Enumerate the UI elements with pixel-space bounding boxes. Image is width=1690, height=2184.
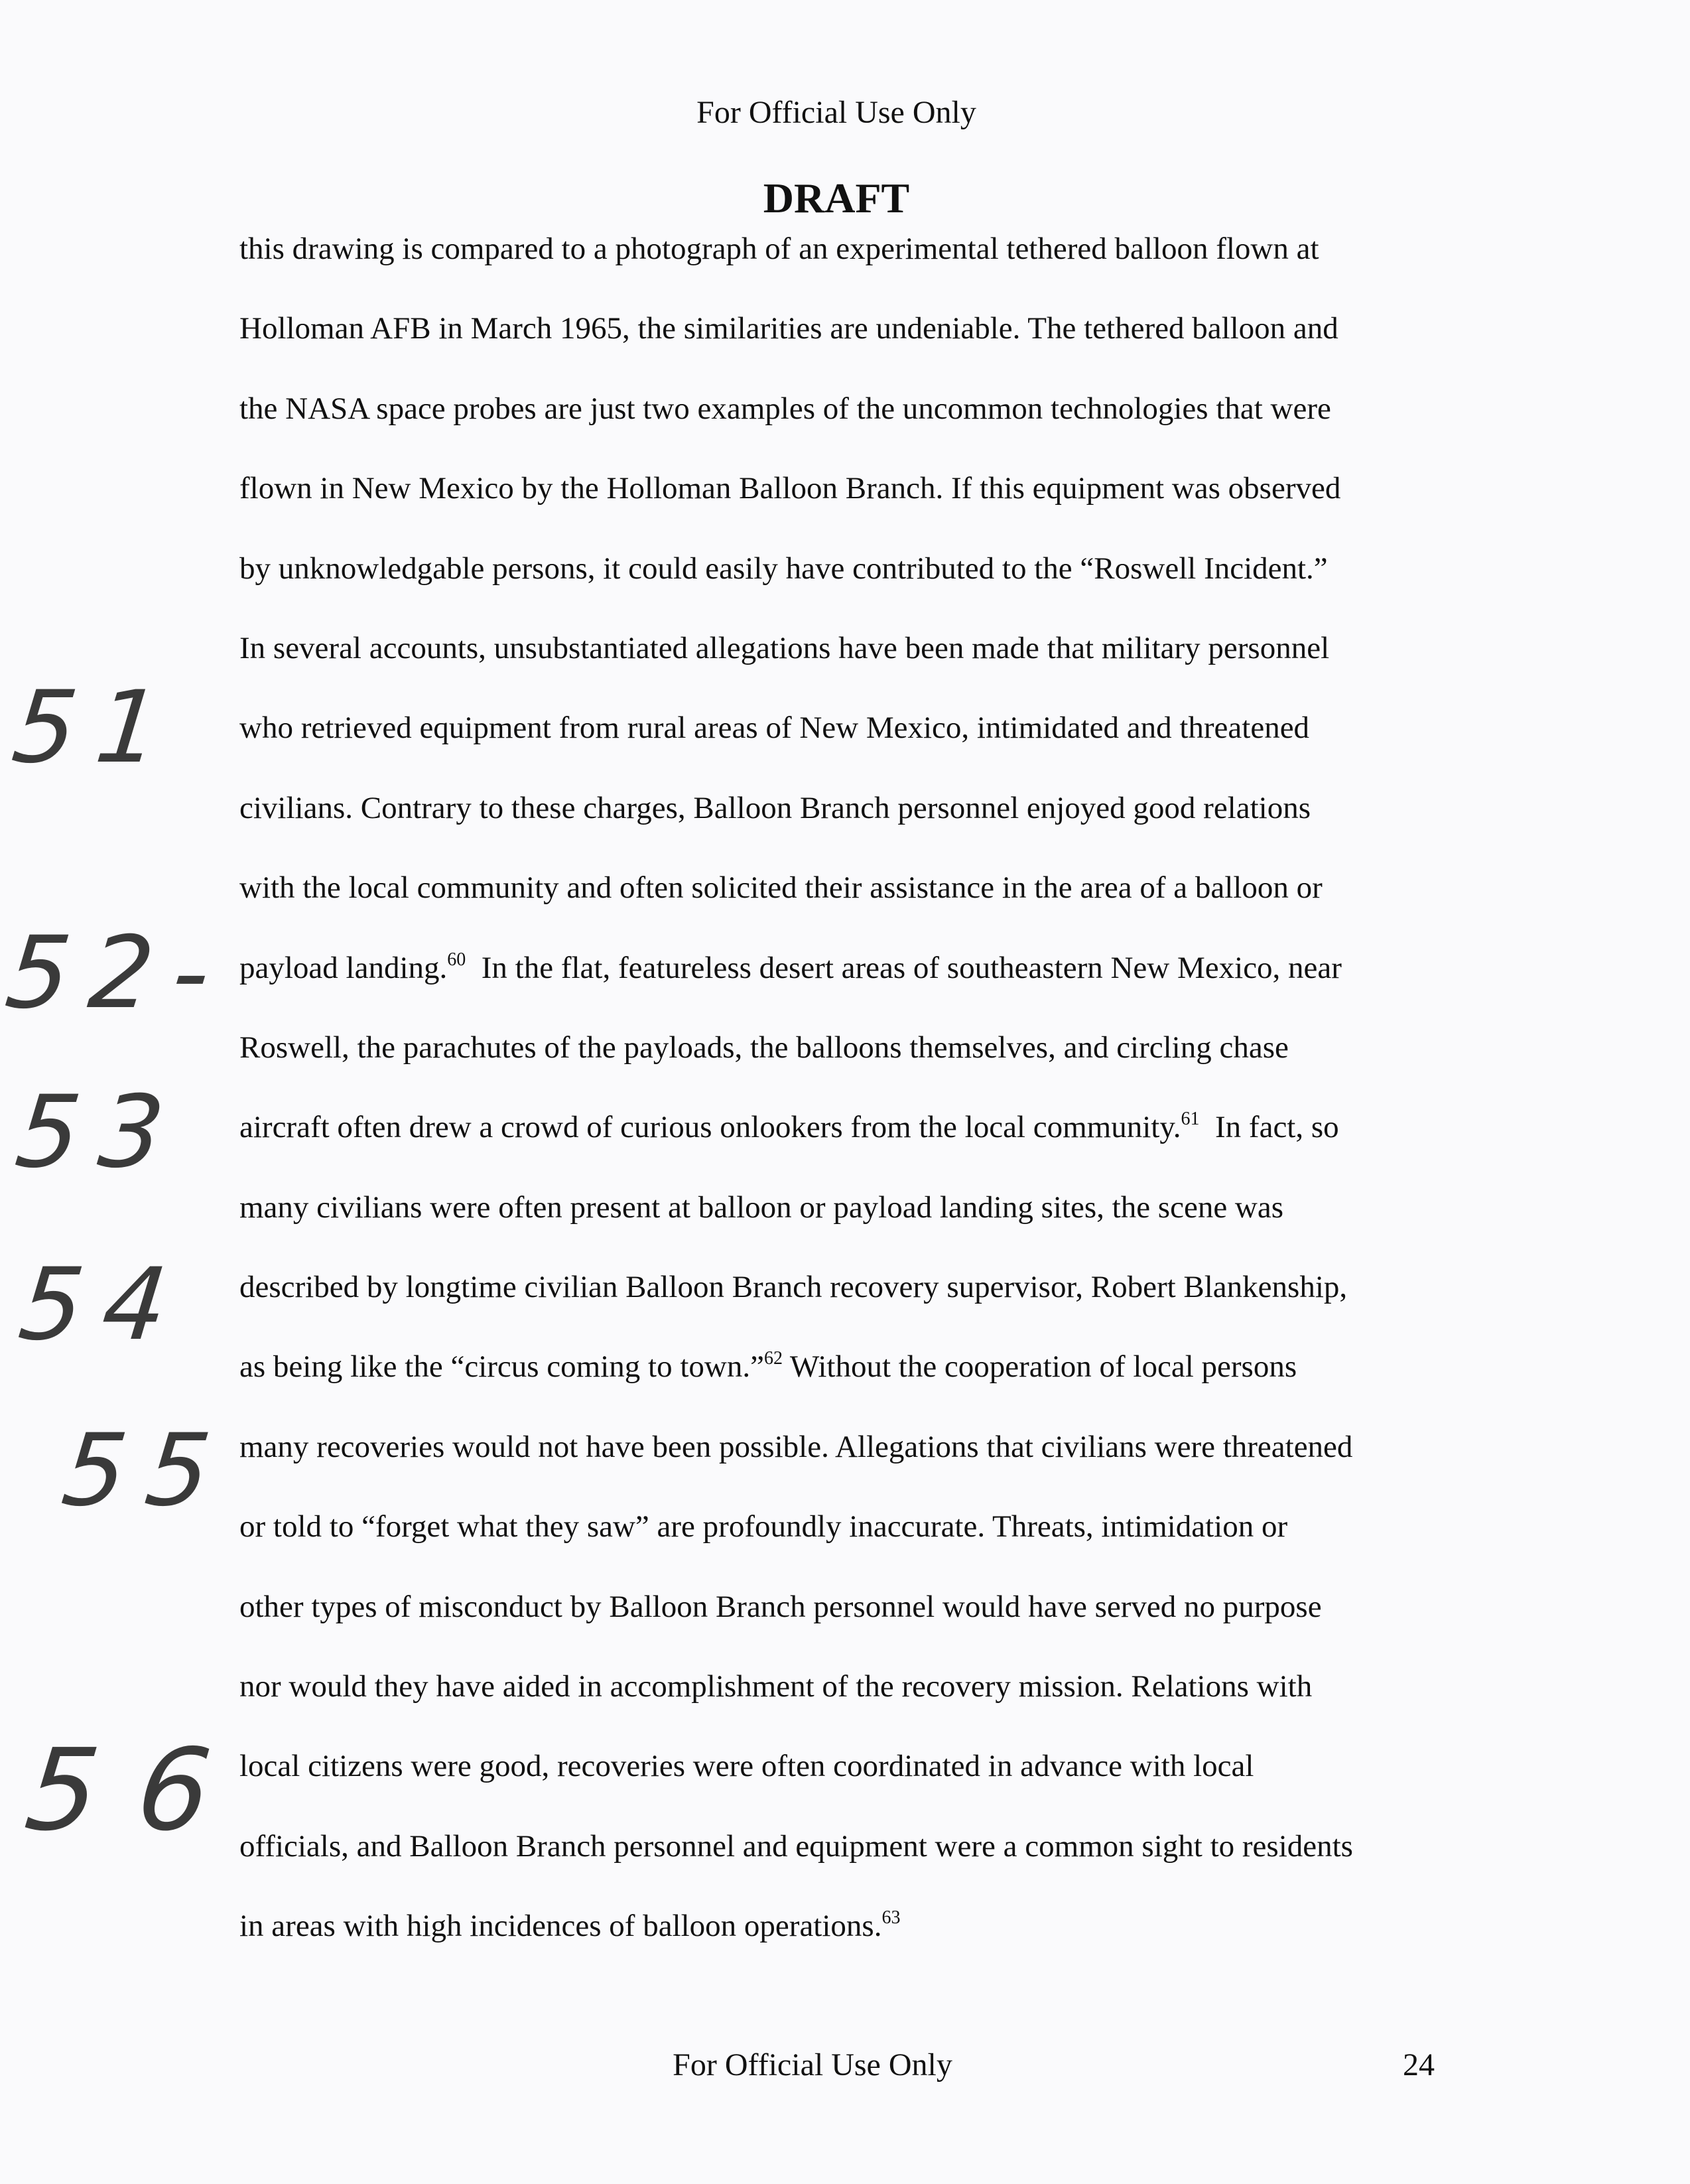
body-line	[239, 1184, 1353, 1264]
body-line	[239, 465, 1353, 545]
line-text: in areas with high incidences of balloon operations.	[239, 1909, 882, 1944]
line-text: Holloman AFB in March 1965, the similarities are undeniable. The tethered balloon and	[239, 311, 1338, 346]
body-text	[239, 226, 1353, 1983]
line-text: nor would they have aided in accomplishment of the recovery mission. Relations with	[239, 1669, 1313, 1704]
body-line	[239, 1104, 1353, 1184]
line-text: other types of misconduct by Balloon Branch personnel would have served no purpose	[239, 1589, 1322, 1624]
footnote-ref: 62	[763, 1348, 783, 1369]
body-line	[239, 1584, 1353, 1663]
line-text: by unknowledgable persons, it could easily have contributed to the “Roswell Incident.”	[239, 551, 1328, 586]
line-text: In several accounts, unsubstantiated allegations have been made that military personnel	[239, 630, 1330, 665]
body-line	[239, 385, 1353, 465]
line-text: the NASA space probes are just two examples of the uncommon technologies that were	[239, 391, 1331, 426]
footnote-ref: 61	[1181, 1109, 1200, 1130]
line-text-continued: Without the cooperation of local persons	[782, 1349, 1297, 1385]
margin-annotation: 54	[13, 1247, 193, 1363]
line-text-continued: In fact, so	[1199, 1110, 1339, 1145]
body-line	[239, 1903, 1353, 1982]
line-text: payload landing.	[239, 950, 448, 985]
body-line	[239, 1343, 1353, 1423]
line-text: local citizens were good, recoveries were often coordinated in advance with local	[239, 1749, 1254, 1784]
line-text: officials, and Balloon Branch personnel and equipment were a common sight to residents	[239, 1828, 1353, 1864]
body-line	[239, 785, 1353, 864]
line-text: many recoveries would not have been possible. Allegations that civilians were threatened	[239, 1429, 1353, 1464]
footer-classification: For Official Use Only	[673, 2047, 952, 2082]
line-text: Roswell, the parachutes of the payloads, the balloons themselves, and circling chase	[239, 1030, 1289, 1065]
body-line	[239, 1424, 1353, 1503]
body-line	[239, 226, 1353, 305]
body-line	[239, 1503, 1353, 1583]
margin-annotation: 53	[10, 1075, 190, 1190]
body-line	[239, 545, 1353, 625]
margin-annotation: 56	[19, 1725, 257, 1856]
line-text: many civilians were often present at balloon or payload landing sites, the scene was	[239, 1190, 1284, 1225]
line-text: who retrieved equipment from rural areas of New Mexico, intimidated and threatened	[239, 711, 1310, 746]
line-text: civilians. Contrary to these charges, Balloon Branch personnel enjoyed good relations	[239, 790, 1311, 825]
line-text-continued: In the flat, featureless desert areas of southeastern New Mexico, near	[466, 950, 1342, 985]
body-line	[239, 705, 1353, 784]
line-text: with the local community and often solicited their assistance in the area of a balloon or	[239, 870, 1323, 906]
body-line	[239, 625, 1353, 705]
line-text: described by longtime civilian Balloon Branch recovery supervisor, Robert Blankenship,	[239, 1270, 1348, 1305]
body-line	[239, 1663, 1353, 1743]
body-line	[239, 1264, 1353, 1343]
body-line	[239, 864, 1353, 944]
footnote-ref: 63	[881, 1907, 901, 1929]
line-text: flown in New Mexico by the Holloman Balloon Branch. If this equipment was observed	[239, 471, 1341, 506]
margin-annotation: 51	[7, 670, 186, 785]
line-text: or told to “forget what they saw” are profoundly inaccurate. Threats, intimidation or	[239, 1509, 1288, 1544]
footnote-ref: 60	[447, 949, 466, 970]
line-text: this drawing is compared to a photograph of an experimental tethered balloon flown at	[239, 232, 1319, 266]
page-number: 24	[1403, 2047, 1435, 2082]
margin-annotation: 55	[56, 1413, 236, 1529]
line-text: aircraft often drew a crowd of curious onlookers from the local community.	[239, 1110, 1181, 1145]
header-classification: For Official Use Only	[696, 95, 976, 130]
body-line	[239, 945, 1353, 1024]
body-line	[239, 1823, 1353, 1903]
body-line	[239, 1024, 1353, 1104]
body-line	[239, 1743, 1353, 1822]
draft-stamp: DRAFT	[763, 174, 910, 222]
body-line	[239, 305, 1353, 385]
margin-annotation: 52-	[0, 916, 235, 1031]
line-text: as being like the “circus coming to town.”	[239, 1349, 764, 1385]
